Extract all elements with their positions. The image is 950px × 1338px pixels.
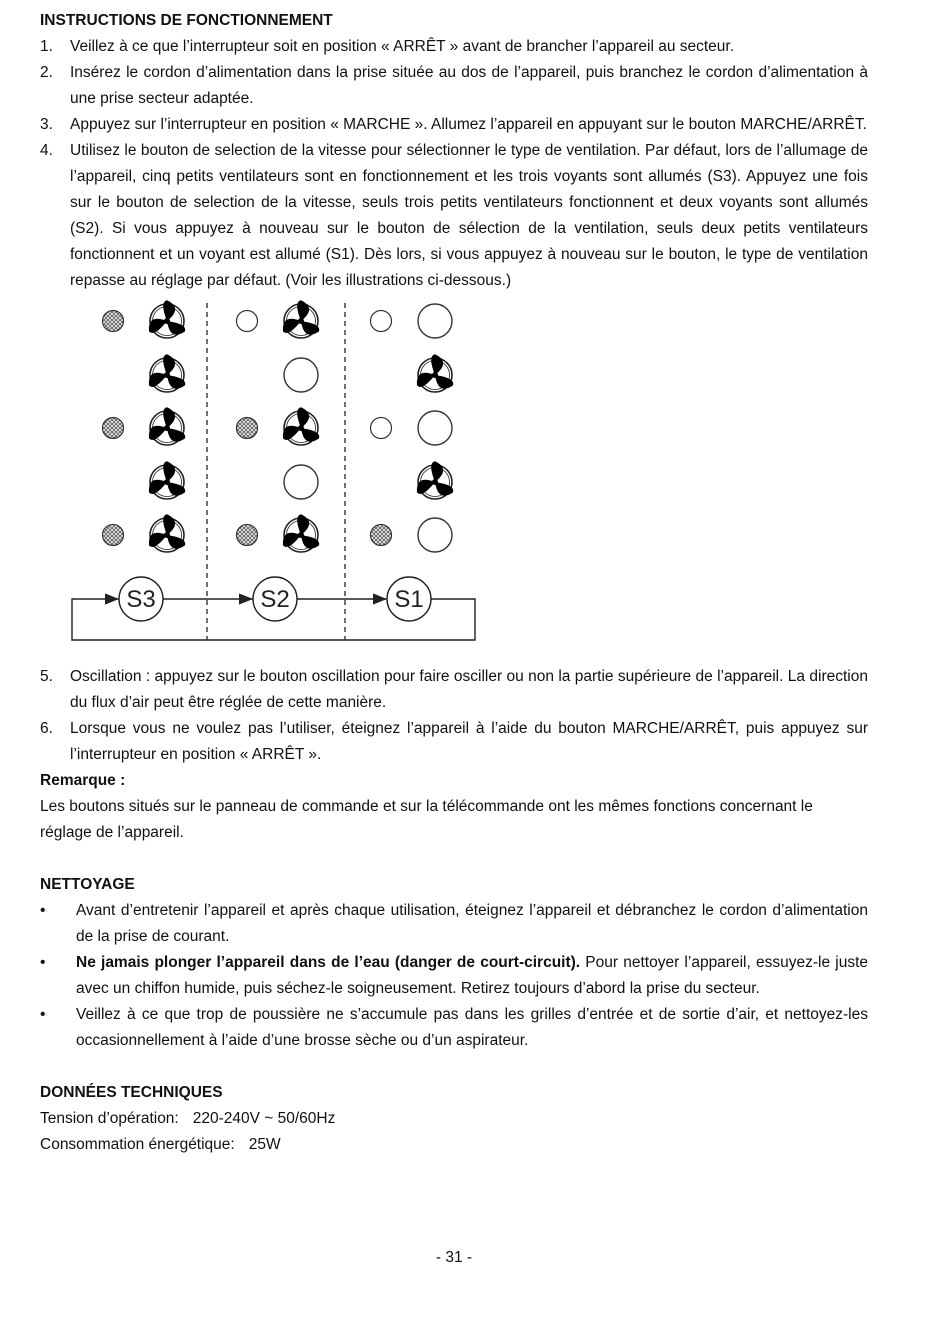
speed-mode-label: S2 [260,586,290,613]
cleaning-item-text: Avant d’entretenir l’appareil et après chaque utilisation, éteignez l’appareil et débranchez le cordon d’alimentation de la prise de courant. [76,902,868,945]
step-text: Lorsque vous ne voulez pas l’utiliser, éteignez l’appareil à l’aide du bouton MARCHE/ARRÊT, puis appuyez sur l’interrupteur en position « ARRÊT ». [70,720,868,763]
remark-text: Les boutons situés sur le panneau de commande et sur la télécommande ont les mêmes fonctions concernant le réglage de l’appareil. [40,798,813,841]
step-number: 3. [40,116,53,133]
speed-mode-diagram-svg [40,294,868,664]
indicator-led-off-icon [237,311,258,332]
operation-steps [40,34,868,294]
fan-on-icon [417,461,453,499]
fan-off-icon [284,465,318,499]
speed-mode-label: S1 [394,586,424,613]
step-text: Veillez à ce que l’interrupteur soit en position « ARRÊT » avant de brancher l’appareil au secteur. [70,38,735,55]
fan-on-icon [283,514,319,552]
page-number: - 31 - [435,1249,473,1266]
bullet-icon: • [40,1006,46,1023]
step-item [40,34,868,60]
spec-label: Tension d’opération: [40,1110,179,1127]
fan-on-icon [417,354,453,392]
bullet-icon: • [40,902,46,919]
remark-title: Remarque : [40,772,126,789]
step-text: Insérez le cordon d’alimentation dans la prise située au dos de l’appareil, puis branchez le cordon d’alimentation à une prise secteur adaptée. [70,64,868,107]
cleaning-item [40,898,868,950]
cleaning-list [40,898,868,1054]
step-text: Oscillation : appuyez sur le bouton oscillation pour faire osciller ou non la partie supérieure de l’appareil. La direction du flux d’air peut être réglée de cette manière. [70,668,868,711]
step-number: 5. [40,668,53,685]
fan-on-icon [149,354,185,392]
cleaning-item-text: Pour nettoyer l’appareil, essuyez-le juste avec un chiffon humide, puis séchez-le soigneusement. Retirez toujours d’abord la prise du secteur. [76,954,868,997]
fan-off-icon [418,304,452,338]
indicator-led-on-icon [103,418,124,439]
cleaning-item-bold: Ne jamais plonger l’appareil dans de l’eau (danger de court-circuit). [76,954,581,971]
step-item [40,112,868,138]
spec-row-voltage [40,1106,868,1132]
fan-on-icon [149,407,185,445]
fan-on-icon [283,300,319,338]
fan-on-icon [149,514,185,552]
fan-on-icon [283,407,319,445]
step-number: 1. [40,38,53,55]
indicator-led-off-icon [371,311,392,332]
fan-off-icon [418,411,452,445]
section-title-operation: INSTRUCTIONS DE FONCTIONNEMENT [40,12,333,29]
section-title-specs: DONNÉES TECHNIQUES [40,1084,223,1101]
indicator-led-on-icon [371,525,392,546]
step-number: 2. [40,64,53,81]
step-text: Appuyez sur l’interrupteur en position « MARCHE ». Allumez l’appareil en appuyant sur le bouton MARCHE/ARRÊT. [70,116,867,133]
spec-value: 220-240V ~ 50/60Hz [192,1110,336,1127]
fan-on-icon [149,300,185,338]
fan-off-icon [284,358,318,392]
spec-label: Consommation énergétique: [40,1136,235,1153]
bullet-icon: • [40,954,46,971]
fan-on-icon [149,461,185,499]
operation-steps-continued [40,664,868,768]
step-number: 6. [40,720,53,737]
document-page [40,8,868,1158]
cleaning-item [40,1002,868,1054]
step-item [40,60,868,112]
section-title-cleaning: NETTOYAGE [40,876,135,893]
indicator-led-off-icon [371,418,392,439]
indicator-led-on-icon [103,311,124,332]
step-number: 4. [40,142,53,159]
step-item [40,664,868,716]
indicator-led-on-icon [237,418,258,439]
indicator-led-on-icon [103,525,124,546]
cleaning-item [40,950,868,1002]
speed-mode-label: S3 [126,586,156,613]
spec-row-power [40,1132,868,1158]
step-item [40,716,868,768]
cleaning-item-text: Veillez à ce que trop de poussière ne s’accumule pas dans les grilles d’entrée et de sortie d’air, et nettoyez-les occasionnellement à l’aide d’une brosse sèche ou d’un aspirateur. [76,1006,868,1049]
indicator-led-on-icon [237,525,258,546]
step-item [40,138,868,294]
step-text: Utilisez le bouton de selection de la vitesse pour sélectionner le type de ventilation. Par défaut, lors de l’allumage de l’appareil, cinq petits ventilateurs sont en fonctionnement et les trois voyants sont allumés (S3). Appuyez une fois sur le bouton de selection de la vitesse, seuls trois petits ventilateurs fonctionnent et deux voyants sont allumés (S2). Si vous appuyez à nouveau sur le bouton de sélection de la ventilation, seuls deux petits ventilateurs fonctionnent et un voyant est allumé (S1). Dès lors, si vous appuyez à nouveau sur le bouton, le type de ventilation repasse au réglage par défaut. (Voir les illustrations ci-dessous.) [70,142,868,289]
speed-mode-diagram [40,294,868,664]
spec-value: 25W [248,1136,281,1153]
fan-off-icon [418,518,452,552]
